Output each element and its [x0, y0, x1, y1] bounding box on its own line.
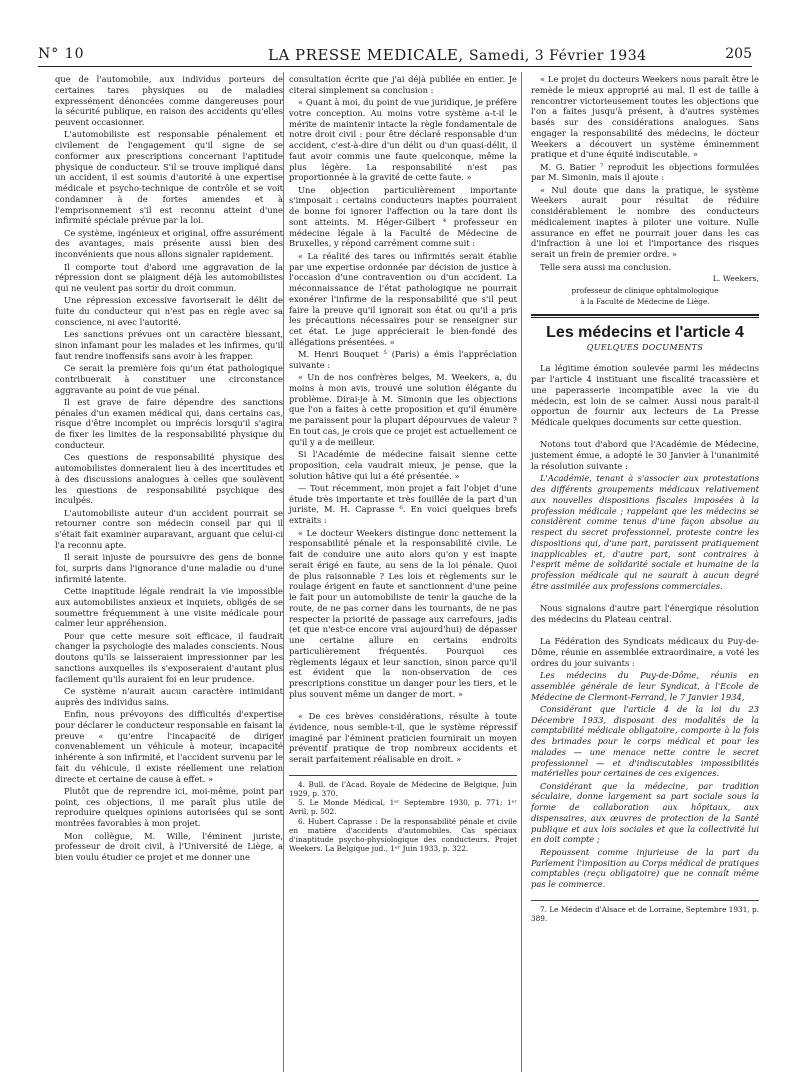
- signature-name: L. Weekers,: [712, 273, 759, 283]
- paragraph: que de l'automobile, aux individus porteurs de certaines tares physiques ou de maladies expressément dénoncées comme dangereuses pour la sécurité publique, en raison des accidents qu'elles peuvent occasionner.: [55, 74, 283, 127]
- resolution-text: Repoussent comme injurieuse de la part du Parlement l'imposition au Corps médical de pratiques comptables (reçu obligatoire) que ne connaît même pas le commerce.: [531, 846, 759, 890]
- paragraph: Notons tout d'abord que l'Académie de Médecine, justement émue, a adopté le 30 Janvier à l'unanimité la résolution suivante :: [531, 439, 759, 471]
- quotation: « Le docteur Weekers distingue donc nettement la responsabilité pénale et la responsabilité civile. Le fait de conduire une auto alors qu'on y est inapte serait érigé en faute, au sens de la loi pénale. Quoi de plus raisonnable ? Les lois et règlements sur le roulage érigent en faute et sanctionnent d'une peine le fait pour un automobiliste de tenir la gauche de la route, de ne pas corner dans les tournants, de ne pas respecter la priorité de passage aux carrefours, jadis (et que n'est-ce encore vrai aujourd'hui) de dépasser une certaine allure en certains endroits particulièrement fréquentés. Pourquoi ces règlements légaux et leur sanction, sinon parce qu'il est évident que la non-observation de ces prescriptions constitue un danger pour les tiers, et le plus souvent même un danger de mort. »: [289, 527, 517, 699]
- page-header: [38, 44, 752, 67]
- column-middle: [289, 74, 517, 853]
- column-divider: [283, 72, 284, 1072]
- journal-title: [268, 46, 647, 64]
- paragraph: Ce système, ingénieux et original, offre assurément des avantages, mais présente aussi bien des inconvénients que nous allons signaler rapidement.: [55, 227, 283, 260]
- quotation: « Nul doute que dans la pratique, le système Weekers aurait pour résultat de réduire considérablement le nombre des conducteurs médicalement inaptes à piloter une voiture. Nulle assurance en effet ne pourrait jouer dans les cas d'infraction à une loi et l'importance des risques serait un frein de premier ordre. »: [531, 184, 759, 260]
- column-left: [55, 74, 283, 864]
- paragraph: Enfin, nous prévoyons des difficultés d'expertise pour déclarer le conducteur responsable en faisant la preuve « qu'entre l'incapacité de diriger convenablement un véhicule à moteur, incapacité inhérente à son infirmité, et l'accident survenu par le fait du véhicule, il existe réellement une relation directe et certaine de cause à effet. »: [55, 709, 283, 784]
- column-right: [531, 74, 759, 923]
- footnote: 4. Bull. de l'Acad. Royale de Médecine de Belgique, Juin 1929, p. 370.: [289, 779, 517, 799]
- paragraph: Les sanctions prévues ont un caractère blessant, sinon infamant pour les malades et les infirmes, qu'il faut rendre inoffensifs sans avoir à les frapper.: [55, 329, 283, 361]
- paragraph: M. G. Batier ⁷ reproduit les objections formulées par M. Simonin, mais il ajoute :: [531, 161, 759, 183]
- paragraph: Ce système n'aurait aucun caractère intimidant auprès des individus sains.: [55, 685, 283, 707]
- footnote: 6. Hubert Caprasse : De la responsabilité pénale et civile en matière d'accidents d'automobiles. Cas spéciaux d'inaptitude psycho-physiologique des conducteurs. Projet Weekers. La Belgique jud., 1ᵉʳ Juin 1933, p. 322.: [289, 816, 517, 854]
- spacer: [531, 429, 759, 439]
- issue-date: Samedi, 3 Février 1934: [468, 48, 647, 64]
- paragraph: Telle sera aussi ma conclusion.: [540, 261, 672, 272]
- paragraph: L'automobiliste auteur d'un accident pourrait se retourner contre son médecin conseil par qui il s'était fait examiner auparavant, arguant que celui-ci l'a reconnu apte.: [55, 507, 283, 550]
- paragraph: Si l'Académie de médecine faisait sienne cette proposition, cela vaudrait mieux, je pense, que la solution hâtive qui lui a été présentée. »: [289, 449, 517, 481]
- signature-title: professeur de clinique ophtalmologique: [571, 286, 719, 296]
- paragraph: Il est grave de faire dépendre des sanctions pénales d'un examen médical qui, dans certains cas, risque d'être incomplet ou imprécis lorsqu'il s'agira de fixer les limites de la responsabilité physique du conducteur.: [55, 396, 283, 450]
- paragraph: Une objection particulièrement importante s'imposait : certains conducteurs inaptes pourraient de bonne foi ignorer l'affection ou la tare dont ils sont atteints. M. Héger-Gilbert ⁴ professeur en médecine légale à la Faculté de Médecine de Bruxelles, y répond carrément comme suit :: [289, 184, 517, 249]
- page-number: 205: [725, 46, 752, 62]
- paragraph: Il comporte tout d'abord une aggravation de la répression dont se plaignent déjà les automobilistes qui ne veulent pas sortir du droit commun.: [55, 261, 283, 294]
- footnote: 7. Le Médecin d'Alsace et de Lorraine, Septembre 1931, p. 389.: [531, 904, 759, 924]
- quotation: « Le projet du docteurs Weekers nous paraît être le remède le mieux approprié au mal. Il est de taille à rencontrer victorieusement toutes les objections que l'on a faites jusqu'à présent, à d'autres systèmes basés sur des considérations analogues. Sans engager la responsabilité des médecins, le docteur Weekers a découvert un système éminemment pratique et d'une équité indiscutable. »: [531, 74, 759, 160]
- paragraph: Une répression excessive favoriserait le délit de fuite du conducteur qui n'est pas en règle avec sa conscience, ni avec l'autorité.: [55, 295, 283, 327]
- article-title: Les médecins et l'article 4: [546, 323, 744, 341]
- resolution-text: Considérant que l'article 4 de la loi du 23 Décembre 1933, disposant des modalités de la comptabilité médicale obligatoire, comporte à la fois des brimades pour le corps médical et pour les malades — une menace nette contre le secret professionnel — et d'indiscutables impossibilités matérielles pour certaines de ces exigences.: [531, 703, 759, 779]
- article-subtitle: QUELQUES DOCUMENTS: [586, 342, 704, 352]
- issue-number: N° 10: [38, 46, 85, 62]
- column-divider: [521, 72, 522, 1072]
- paragraph: Nous signalons d'autre part l'énergique résolution des médecins du Plateau central.: [531, 603, 759, 624]
- resolution-text: Les médecins du Puy-de-Dôme, réunis en assemblée générale de leur Syndicat, à l'Ecole de Médecine de Clermont-Ferrand, le 7 Janvier 1934,: [531, 670, 759, 702]
- paragraph: Mon collègue, M. Wille, l'éminent juriste, professeur de droit civil, à l'Université de Liège, a bien voulu étudier ce projet et me donner une: [55, 830, 283, 862]
- paragraph: Pour que cette mesure soit efficace, il faudrait changer la psychologie des malades conscients. Nous doutons qu'ils se laisseraient impressionner par les sanctions auxquelles ils s'exposeraient d'autant plus facilement qu'ils auraient foi en leur prudence.: [55, 630, 283, 684]
- paragraph: Ce serait la première fois qu'un état pathologique contribuerait à constituer une circonstance aggravante au point de vue pénal.: [55, 363, 283, 395]
- paragraph: Ces questions de responsabilité physique des automobilistes donneraient lieu à des incertitudes et à des discussions analogues à celles que soulèvent les questions de responsabilité psychique des inculpés.: [55, 452, 283, 506]
- footnote-rule: [531, 900, 759, 901]
- paragraph: M. Henri Bouquet ⁵ (Paris) a émis l'appréciation suivante :: [289, 349, 517, 370]
- quotation: « La réalité des tares ou infirmités serait établie par une expertise ordonnée par décision de justice à l'occasion d'une contravention ou d'un accident. La méconnaissance de l'état pathologique ne pourrait exonérer l'infirme de la responsabilité que s'il peut faire la preuve qu'il ignorait son état ou qu'il a pris les précautions nécessaires pour se renseigner sur cet état. Le juge apprécierait le bien-fondé des allégations présentées. »: [289, 250, 517, 347]
- paragraph: L'automobiliste est responsable pénalement et civilement de l'engagement qu'il signe de se conformer aux prescriptions concernant l'aptitude physique de conducteur. S'il se trouve impliqué dans un accident, il est soumis d'autorité à une expertise médicale et psycho-technique de contrôle et se voit condamner à de fortes amendes et à l'emprisonnement s'il est reconnu atteint d'une infirmité spéciale prévue par la loi.: [55, 129, 283, 226]
- journal-name: LA PRESSE MEDICALE,: [268, 46, 464, 64]
- quotation: « Quant à moi, du point de vue juridique, je préfère votre conception. Au moins votre système a-t-il le mérite de maintenir intacte la règle fondamentale de notre droit civil : pour être déclaré responsable d'un accident, c'est-à-dire d'un délit ou d'un quasi-délit, il faut avoir commis une faute quelconque, même la plus légère. La responsabilité n'est pas proportionnée à la gravité de cette faute. »: [289, 97, 517, 183]
- paragraph: consultation écrite que j'ai déjà publiée en entier. Je citerai simplement sa conclusion :: [289, 74, 517, 95]
- paragraph: Il serait injuste de poursuivre des gens de bonne foi, surpris dans l'ignorance d'une maladie ou d'une infirmité latente.: [55, 552, 283, 584]
- footnote-rule: [289, 775, 517, 776]
- signature-affiliation: à la Faculté de Médecine de Liège.: [580, 296, 710, 306]
- spacer: [531, 626, 759, 636]
- paragraph: Plutôt que de reprendre ici, moi-même, point par point, ces objections, il me paraît plus utile de reproduire quelques opinions autorisées qui se sont montrées favorables à mon projet.: [55, 785, 283, 829]
- paragraph: La légitime émotion soulevée parmi les médecins par l'article 4 instituant une fiscalité tracassière et une paperasserie incompatible avec la vie du médecin, est loin de se calmer. Aussi nous paraît-il opportun de fournir aux lecteurs de La Presse Médicale quelques documents sur cette question.: [531, 363, 759, 428]
- paragraph: Cette inaptitude légale rendrait la vie impossible aux automobilistes anxieux et inquiets, obligés de se soumettre fréquemment à une visite médicale pour calmer leur appréhension.: [55, 586, 283, 629]
- footnotes: [289, 780, 517, 854]
- spacer: [289, 701, 517, 711]
- paragraph: — Tout récemment, mon projet a fait l'objet d'une étude très importante et très fouillée de la part d'un juriste, M. H. Caprasse ⁶. En voici quelques brefs extraits :: [289, 482, 517, 526]
- resolution-text: Considérant que la médecine, par tradition séculaire, donne largement sa part sociale sous la forme de collaboration aux hôpitaux, aux dispensaires, aux œuvres de protection de la Santé publique et aux lois sociales et que la collectivité lui en doit compte ;: [531, 780, 759, 845]
- spacer: [531, 593, 759, 603]
- resolution-text: L'Académie, tenant à s'associer aux protestations des différents groupements médicaux relativement aux nouvelles dispositions fiscales imposées à la profession médicale ; rappelant que les médecins se considèrent comme tenus d'une façon absolue au respect du secret professionnel, proteste contre les dispositions qui, d'une part, paraissent pratiquement inapplicables et, d'autre part, sont contraires à l'esprit même de solidarité sociale et humaine de la profession médicale qui ne saurait à aucun degré être assimilée aux professions commerciales.: [531, 473, 759, 591]
- article-separator: [531, 314, 759, 318]
- footnote: 5. Le Monde Médical, 1ᵉʳ Septembre 1930, p. 771; 1ᵉʳ Avril, p. 502.: [289, 798, 517, 817]
- paragraph: La Fédération des Syndicats médicaux du Puy-de-Dôme, réunie en assemblée extraordinaire, a voté les ordres du jour suivants :: [531, 636, 759, 668]
- quotation: « Un de nos confrères belges, M. Weekers, a, du moins à mon avis, trouvé une solution élégante du problème. Dirai-je à M. Simonin que les objections que l'on a faites à cette proposition et qu'il énumère me paraissent pour la plupart dépourvues de valeur ? En tout cas, je crois que ce projet est actuellement ce qu'il y a de meilleur.: [289, 372, 517, 447]
- footnotes: [531, 905, 759, 923]
- quotation: « De ces brèves considérations, résulte à toute évidence, nous semble-t-il, que le système répressif imaginé par l'éminent praticien fournirait un moyen préventif pratique de trop nombreux accidents et serait parfaitement réalisable en droit. »: [289, 711, 517, 765]
